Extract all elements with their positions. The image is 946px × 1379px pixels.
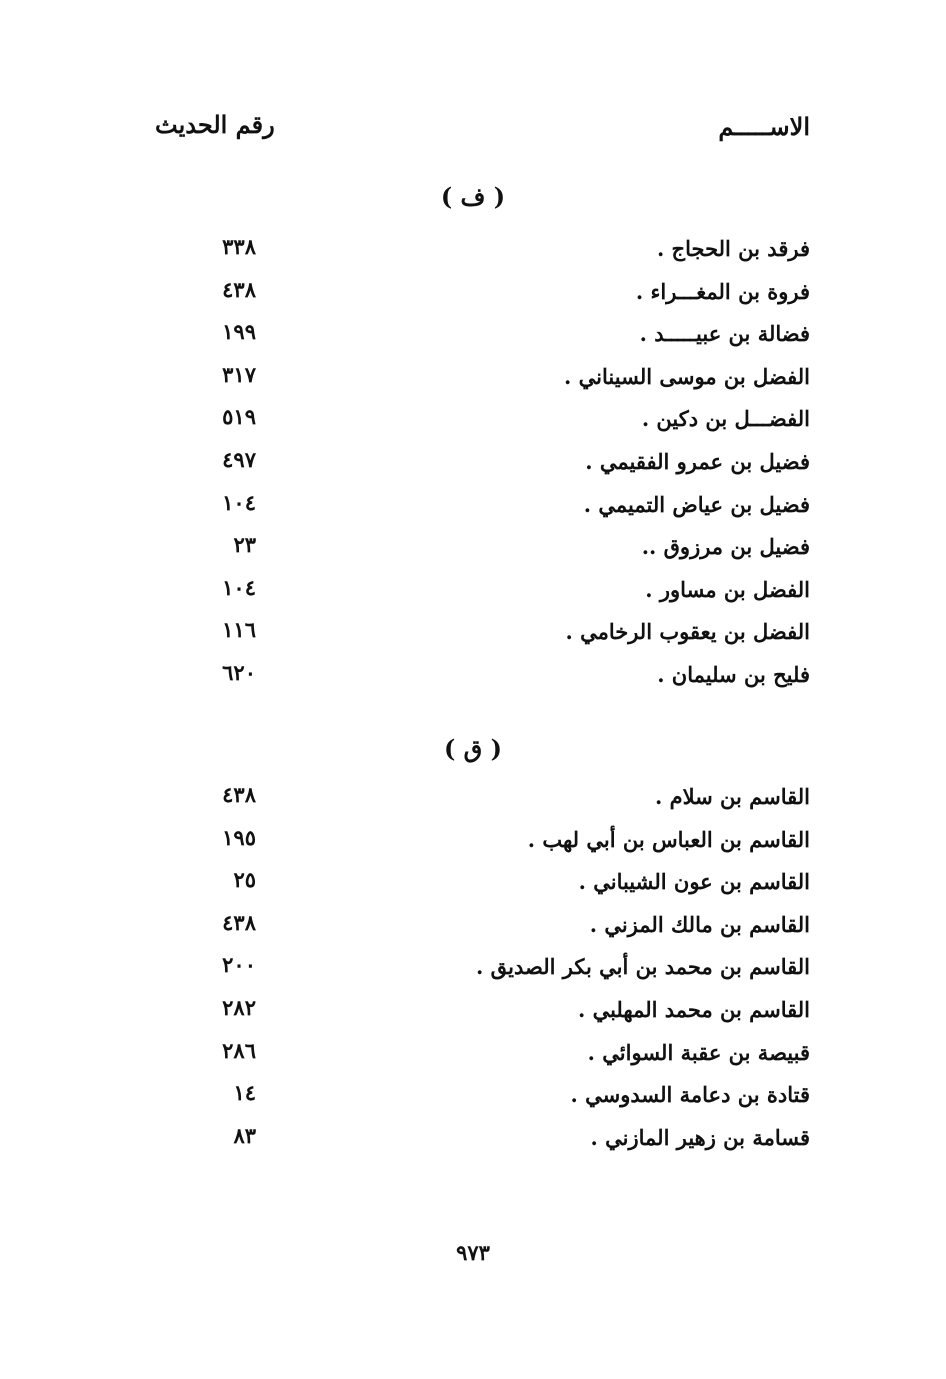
entry-hadith-number: ٨٣ <box>233 1122 256 1148</box>
index-entry <box>0 615 946 658</box>
entry-name: قتادة بن دعامة السدوسي . <box>570 1082 810 1108</box>
index-entry <box>0 993 946 1036</box>
index-entry <box>0 317 946 360</box>
section-letter-qaf: ( ق ) <box>443 734 503 763</box>
entry-hadith-number: ٢٨٢ <box>222 994 256 1020</box>
section-fa-entries <box>0 232 946 701</box>
index-entry <box>0 823 946 866</box>
entry-name: قبيصة بن عقبة السوائي . <box>587 1039 810 1065</box>
entry-name: القاسم بن محمد بن أبي بكر الصديق . <box>476 954 810 980</box>
entry-name: فرقد بن الحجاج . <box>656 236 810 261</box>
entry-name: فليح بن سليمان . <box>657 661 810 687</box>
index-entry <box>0 402 946 445</box>
entry-hadith-number: ٦٢٠ <box>222 659 256 685</box>
entry-hadith-number: ٢٣ <box>233 532 256 558</box>
entry-hadith-number: ٤٣٨ <box>222 909 256 935</box>
index-entry <box>0 865 946 908</box>
page-number: ٩٧٣ <box>456 1240 490 1265</box>
entry-name: القاسم بن سلام . <box>654 784 810 809</box>
entry-hadith-number: ١٠٤ <box>222 574 256 600</box>
index-entry <box>0 780 946 823</box>
entry-hadith-number: ٥١٩ <box>222 404 256 430</box>
index-entry <box>0 1121 946 1164</box>
entry-name: القاسم بن محمد المهلبي . <box>577 996 810 1022</box>
entry-hadith-number: ٤٣٨ <box>222 276 256 302</box>
entry-name: فروة بن المغـــراء . <box>635 278 810 304</box>
entry-hadith-number: ١٠٤ <box>222 489 256 515</box>
entry-name: قسامة بن زهير المازني . <box>590 1124 810 1150</box>
entry-hadith-number: ٢٨٦ <box>222 1037 256 1063</box>
entry-name: الفضل بن يعقوب الرخامي . <box>565 619 810 645</box>
column-header-hadith-number: رقم الحديث <box>155 110 275 139</box>
entry-name: فضيل بن مرزوق .. <box>641 534 810 560</box>
entry-hadith-number: ١٤ <box>233 1080 256 1106</box>
index-entry <box>0 1078 946 1121</box>
index-entry <box>0 950 946 993</box>
entry-hadith-number: ٢٠٠ <box>222 952 256 978</box>
index-entry <box>0 658 946 701</box>
entry-name: الفضـــل بن دكين . <box>641 406 810 432</box>
entry-hadith-number: ١٩٥ <box>222 824 256 850</box>
index-entry <box>0 275 946 318</box>
entry-hadith-number: ٢٥ <box>233 867 256 893</box>
section-qaf-entries <box>0 780 946 1163</box>
column-header-name: الاســـــم <box>718 112 810 141</box>
entry-name: القاسم بن العباس بن أبي لهب . <box>527 826 810 852</box>
index-entry <box>0 908 946 951</box>
index-entry <box>0 232 946 275</box>
entry-hadith-number: ١١٦ <box>222 617 256 643</box>
index-entry <box>0 445 946 488</box>
entry-hadith-number: ٤٩٧ <box>222 446 256 472</box>
entry-name: الفضل بن موسى السيناني . <box>564 363 810 389</box>
index-entry <box>0 1036 946 1079</box>
entry-hadith-number: ٣٣٨ <box>222 234 256 259</box>
entry-hadith-number: ١٩٩ <box>222 319 256 345</box>
index-entry <box>0 360 946 403</box>
entry-name: فضيل بن عمرو الفقيمي . <box>585 448 810 474</box>
index-entry <box>0 488 946 531</box>
index-entry <box>0 573 946 616</box>
section-letter-fa: ( ف ) <box>440 182 506 211</box>
entry-hadith-number: ٤٣٨ <box>222 782 256 807</box>
entry-name: فضالة بن عبيـــــد . <box>639 321 810 347</box>
entry-name: القاسم بن مالك المزني . <box>589 911 810 937</box>
entry-name: فضيل بن عياض التميمي . <box>583 491 810 517</box>
entry-name: الفضل بن مساور . <box>645 576 810 602</box>
index-entry <box>0 530 946 573</box>
entry-hadith-number: ٣١٧ <box>222 361 256 387</box>
entry-name: القاسم بن عون الشيباني . <box>578 869 810 895</box>
